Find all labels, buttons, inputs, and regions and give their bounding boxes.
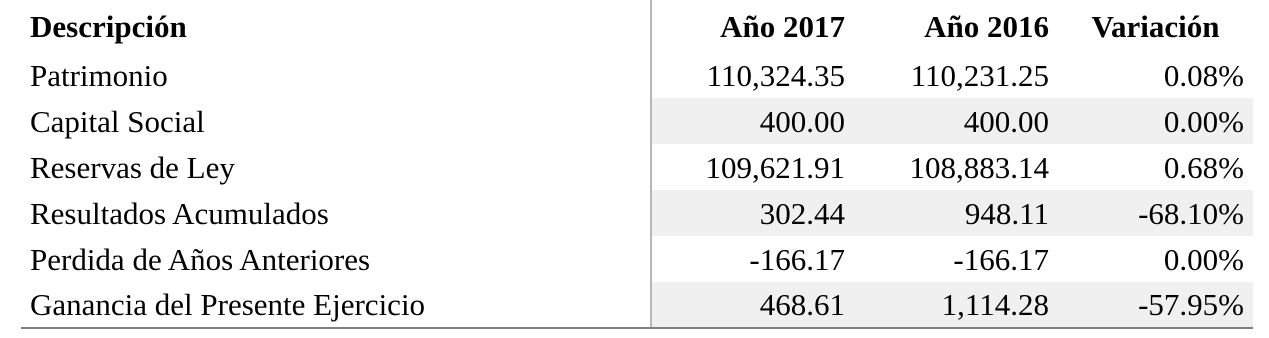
header-variacion: Variación (1091, 8, 1220, 44)
row-description: Patrimonio (21, 52, 651, 98)
header-descripcion: Descripción (21, 0, 651, 52)
row-value-2017: 468.61 (651, 282, 854, 328)
row-variation: -68.10% (1058, 190, 1253, 236)
table-row (21, 98, 1253, 144)
table-header-row (21, 0, 1253, 52)
row-variation: 0.00% (1058, 98, 1253, 144)
row-variation: 0.00% (1163, 241, 1244, 277)
row-value-2016: -166.17 (953, 241, 1049, 277)
table-row (21, 144, 1253, 190)
row-value-2016: 948.11 (854, 190, 1058, 236)
row-description: Ganancia del Presente Ejercicio (21, 282, 651, 328)
row-variation: 0.68% (1163, 149, 1244, 185)
row-description: Reservas de Ley (21, 144, 651, 190)
row-value-2017: 109,621.91 (705, 149, 845, 185)
table-row (21, 190, 1253, 236)
row-value-2016: 400.00 (854, 98, 1058, 144)
row-value-2016: 1,114.28 (854, 282, 1058, 328)
row-variation: -57.95% (1058, 282, 1253, 328)
table-row (21, 282, 1253, 328)
row-value-2017: -166.17 (749, 241, 845, 277)
table-row (21, 236, 1253, 282)
row-description: Perdida de Años Anteriores (21, 236, 651, 282)
patrimonio-table-container (21, 0, 1253, 329)
row-value-2017: 110,324.35 (706, 57, 845, 93)
row-description: Resultados Acumulados (21, 190, 651, 236)
row-value-2016: 110,231.25 (910, 57, 1049, 93)
row-value-2016: 108,883.14 (909, 149, 1049, 185)
row-value-2017: 400.00 (651, 98, 854, 144)
row-description: Capital Social (21, 98, 651, 144)
table-row (21, 52, 1253, 98)
patrimonio-table (21, 0, 1253, 329)
row-value-2017: 302.44 (651, 190, 854, 236)
header-ano-2017: Año 2017 (720, 8, 845, 44)
header-ano-2016: Año 2016 (924, 8, 1049, 44)
row-variation: 0.08% (1163, 57, 1244, 93)
